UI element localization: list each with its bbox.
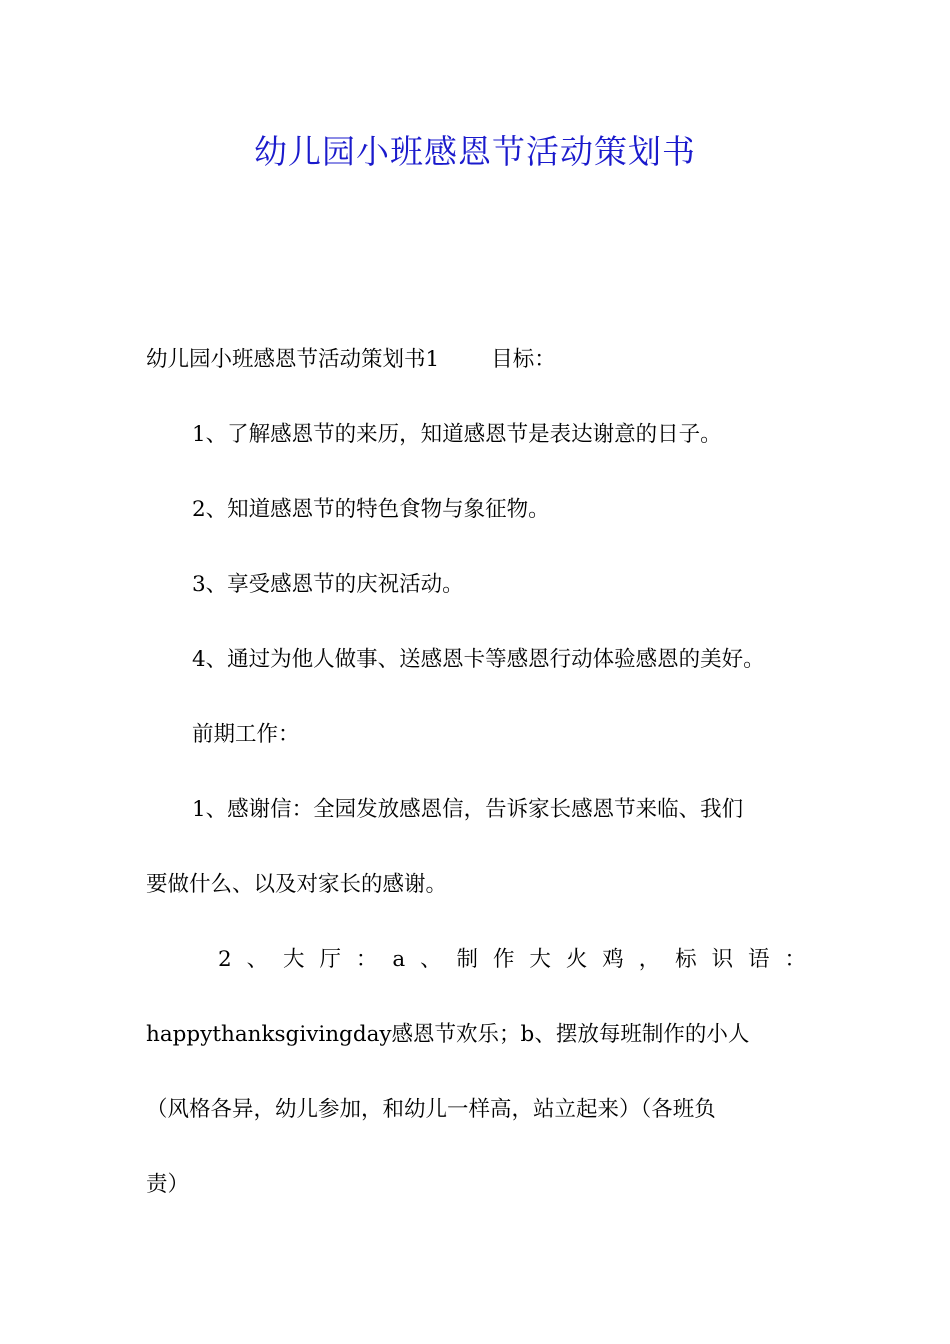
document-title: 幼儿园小班感恩节活动策划书 [254,132,696,171]
goals-label: 目标： [491,347,556,372]
section-heading-line [146,340,808,380]
goal-item-1: 1、了解感恩节的来历，知道感恩节是表达谢意的日子。 [192,422,722,447]
spaced-char: 、 [246,947,269,972]
section-heading: 幼儿园小班感恩节活动策划书1 [146,347,440,372]
prep-item-2-line-1 [218,940,806,980]
spaced-char: 、 [420,947,442,972]
prep-item-2-line-3: （风格各异，幼儿参加，和幼儿一样高，站立起来）（各班负 [146,1097,716,1122]
spaced-char: 火 [565,947,588,972]
spaced-char: 制 [456,947,479,972]
goal-item-3: 3、享受感恩节的庆祝活动。 [192,572,464,597]
spaced-char: 大 [283,947,305,972]
spaced-char: 厅 [319,947,341,972]
spaced-char: ： [784,947,806,972]
spaced-char: 作 [492,947,515,972]
prep-item-1-line-2: 要做什么、以及对家长的感谢。 [146,872,448,897]
spaced-char: 语 [748,947,770,972]
prep-item-2-line-4: 责） [146,1172,190,1197]
spaced-char: 大 [529,947,551,972]
spaced-char: a [392,947,406,972]
spaced-char: 标 [675,947,697,972]
goal-item-4: 4、通过为他人做事、送感恩卡等感恩行动体验感恩的美好。 [192,647,765,672]
prep-item-1-line-1: 1、感谢信：全园发放感恩信，告诉家长感恩节来临、我们 [192,797,744,822]
spaced-char: 2 [218,947,232,972]
spaced-char: 鸡 [602,947,624,972]
prep-item-2-line-2: happythanksgivingday感恩节欢乐；b、摆放每班制作的小人 [146,1022,750,1047]
prep-heading: 前期工作： [192,722,300,747]
spaced-char: 识 [711,947,734,972]
spaced-char: ， [638,947,661,972]
goal-item-2: 2、知道感恩节的特色食物与象征物。 [192,497,550,522]
spaced-char: ： [355,947,378,972]
